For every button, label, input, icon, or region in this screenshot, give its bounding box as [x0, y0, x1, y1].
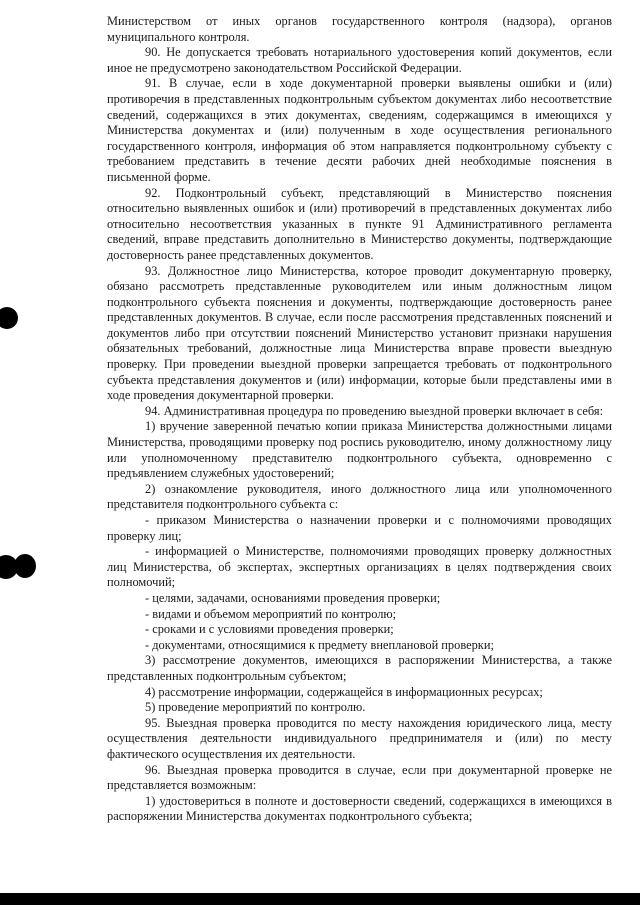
sub-item-goals: - целями, задачами, основаниями проведения проверки; — [145, 590, 441, 605]
list-item-94-4: 4) рассмотрение информации, содержащейся в информационных ресурсах; — [145, 684, 543, 699]
list-item-94-3: 3) рассмотрение документов, имеющихся в распоряжении Министерства, а также представленных подконтрольным субъектом; — [107, 653, 612, 683]
list-item-94-2: 2) ознакомление руководителя, иного должностного лица или уполномоченного представителя подконтрольного субъекта с: — [107, 481, 612, 512]
sub-item-info: - информацией о Министерстве, полномочиями проводящих проверку должностных лиц Министерства, об экспертах, экспертных организациях в целях подтверждения своих полномочий; — [107, 544, 612, 590]
paragraph-92: 92. Подконтрольный субъект, представляющий в Министерство пояснения относительно выявленных ошибок и (или) противоречий в представленных документах либо относительно несоответствия указанных в пункте 91 Административного регламента сведений, вправе представить дополнительно в Министерство документы, подтверждающие достоверность ранее представленных документов. — [107, 185, 612, 262]
list-item-96-1: 1) удостовериться в полноте и достоверности сведений, содержащихся в имеющихся в распоряжении Министерства документах подконтрольного субъекта; — [107, 793, 612, 824]
punch-hole-lower-2 — [14, 554, 36, 578]
list-item-94-1: 1) вручение заверенной печатью копии приказа Министерства должностными лицами Министерства, проводящими проверку под роспись руководителю, иному должностному лицу или уполномоченному представителю подконтрольного субъекта, одновременно с предъявлением служебных удостоверений; — [107, 419, 612, 481]
punch-hole-upper — [0, 307, 18, 329]
sub-item-terms: - сроками и с условиями проведения проверки; — [145, 622, 394, 637]
sub-item-order: - приказом Министерства о назначении проверки и с полномочиями проводящих проверку лиц; — [107, 513, 612, 543]
paragraph-90: 90. Не допускается требовать нотариального удостоверения копий документов, если иное не предусмотрено законодательством Российской Федерации. — [107, 45, 612, 75]
paragraph-94: 94. Административная процедура по проведению выездной проверки включает в себя: — [145, 403, 604, 418]
paragraph-93: 93. Должностное лицо Министерства, которое проводит документарную проверку, обязано рассмотреть представленные руководителем или иным должностным лицом подконтрольного субъекта пояснения и документы, подтверждающие достоверность ранее представленных документов. В случае, если после рассмотрения представленных пояснений и документов либо при отсутствии пояснений Министерство установит признаки нарушения обязательных требований, должностные лица Министерства вправе провести выездную проверку. При проведении выездной проверки запрещается требовать от подконтрольного субъекта представления документов и (или) информации, которые были представлены ими в ходе проведения документарной проверки. — [107, 263, 612, 403]
paragraph-96: 96. Выездная проверка проводится в случае, если при документарной проверке не представляется возможным: — [107, 762, 612, 793]
paragraph-91: 91. В случае, если в ходе документарной проверки выявлены ошибки и (или) противоречия в представленных подконтрольным субъектом документах либо несоответствие сведений, содержащихся в этих документах, сведениям, содержащимся в имеющихся у Министерства документах и (или) полученным в ходе осуществления регионального государственного контроля, информация об этом направляется подконтрольному субъекту с требованием представить в течение десяти рабочих дней необходимые пояснения в письменной форме. — [107, 76, 612, 184]
sub-item-types: - видами и объемом мероприятий по контролю; — [145, 606, 397, 621]
list-item-94-5: 5) проведение мероприятий по контролю. — [145, 700, 366, 715]
scan-bottom-edge — [0, 893, 640, 905]
sub-item-documents: - документами, относящимися к предмету внеплановой проверки; — [145, 637, 494, 652]
paragraph-continuation: Министерством от иных органов государственного контроля (надзора), органов муниципального контроля. — [107, 14, 612, 44]
paragraph-95: 95. Выездная проверка проводится по месту нахождения юридического лица, месту осуществления деятельности индивидуального предпринимателя и (или) по месту фактического осуществления их деятельности. — [107, 715, 612, 761]
document-page — [107, 14, 612, 825]
